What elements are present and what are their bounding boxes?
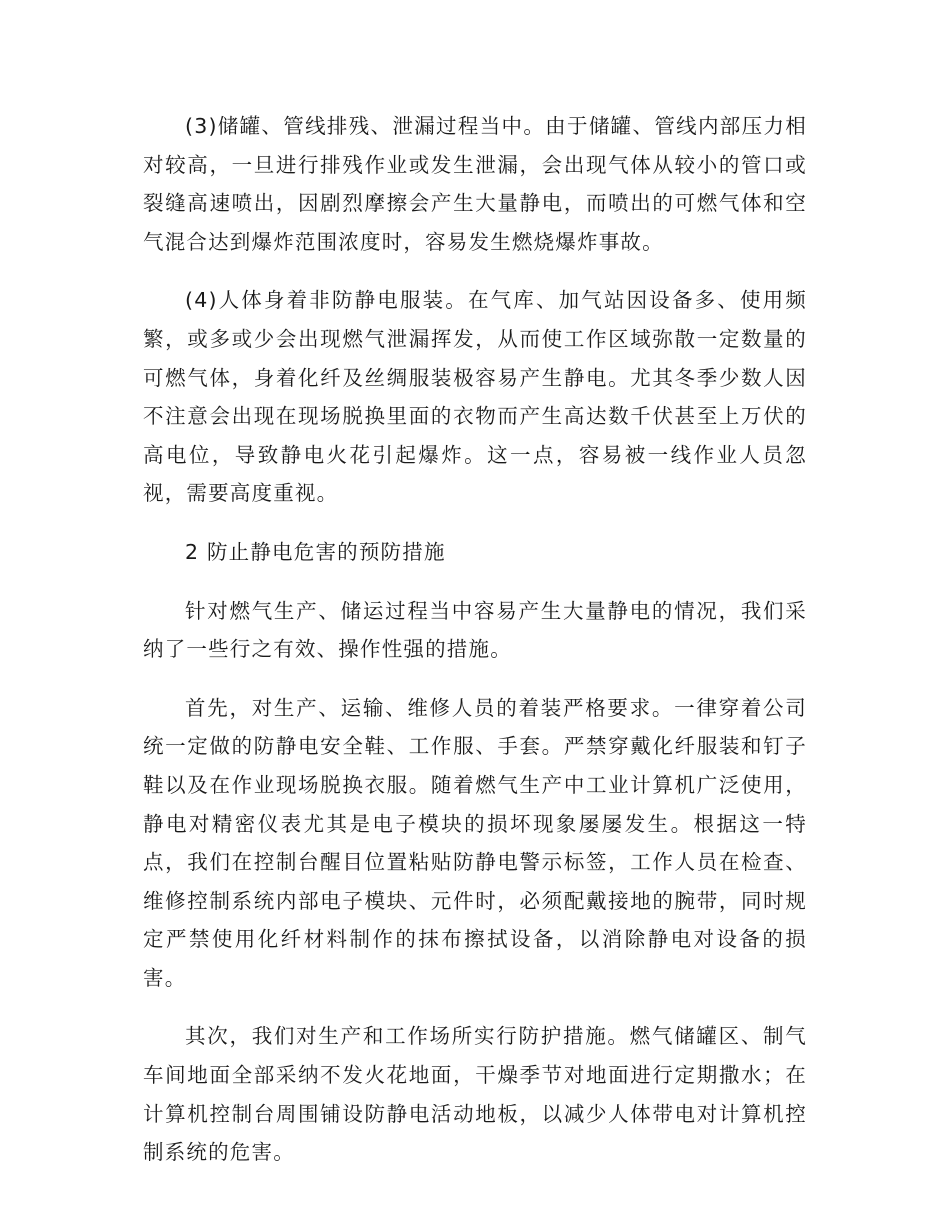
- paragraph-storage-tank-leak: (3)储罐、管线排残、泄漏过程当中。由于储罐、管线内部压力相对较高，一旦进行排残作业或发生泄漏，会出现气体从较小的管口或裂缝高速喷出，因剧烈摩擦会产生大量静电，而喷出的可燃气体和空气混合达到爆炸范围浓度时，容易发生燃烧爆炸事故。: [143, 114, 807, 254]
- document-page: [143, 107, 807, 1192]
- paragraph-workplace-protection: 其次，我们对生产和工作场所实行防护措施。燃气储罐区、制气车间地面全部采纳不发火花地面，干燥季节对地面进行定期撒水；在计算机控制台周围铺设防静电活动地板，以减少人体带电对计算机控制系统的危害。: [143, 1024, 807, 1165]
- section-heading: 2 防止静电危害的预防措施: [185, 539, 446, 564]
- paragraph-non-antistatic-clothing: (4)人体身着非防静电服装。在气库、加气站因设备多、使用频繁，或多或少会出现燃气泄漏挥发，从而使工作区域弥散一定数量的可燃气体，身着化纤及丝绸服装极容易产生静电。尤其冬季少数人因不注意会出现在现场脱换里面的衣物而产生高达数千伏甚至上万伏的高电位，导致静电火花引起爆炸。这一点，容易被一线作业人员忽视，需要高度重视。: [143, 288, 807, 506]
- paragraph-clothing-requirements: 首先，对生产、运输、维修人员的着装严格要求。一律穿着公司统一定做的防静电安全鞋、工作服、手套。严禁穿戴化纤服装和钉子鞋以及在作业现场脱换衣服。随着燃气生产中工业计算机广泛使用，静电对精密仪表尤其是电子模块的损坏现象屡屡发生。根据这一特点，我们在控制台醒目位置粘贴防静电警示标签，工作人员在检查、维修控制系统内部电子模块、元件时，必须配戴接地的腕带，同时规定严禁使用化纤材料制作的抹布擦拭设备，以消除静电对设备的损害。: [143, 695, 807, 990]
- paragraph-measures-intro: 针对燃气生产、储运过程当中容易产生大量静电的情况，我们采纳了一些行之有效、操作性强的措施。: [143, 598, 807, 662]
